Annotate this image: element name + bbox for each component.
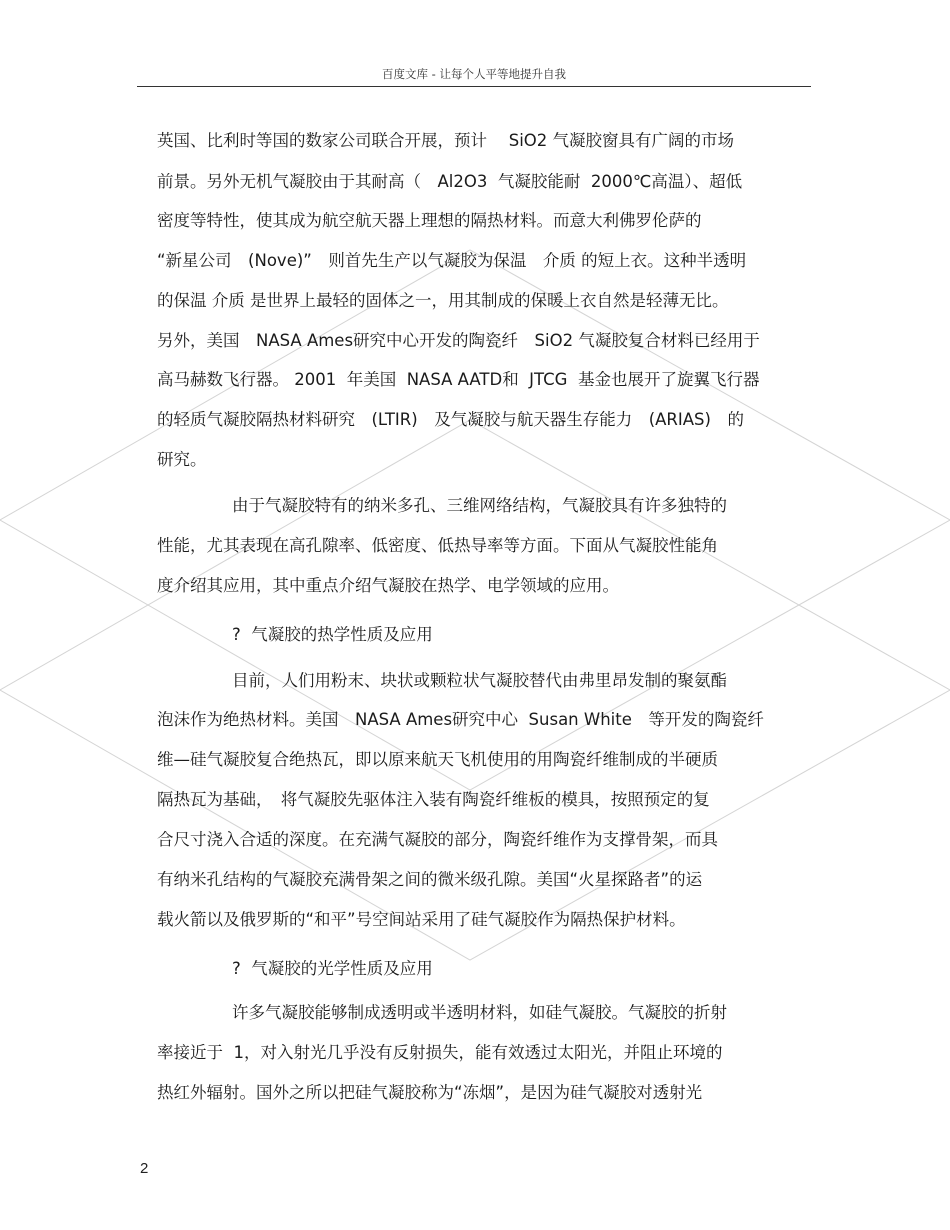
body-line: 隔热瓦为基础， 将气凝胶先驱体注入装有陶瓷纤维板的模具，按照预定的复 — [157, 790, 710, 809]
body-line: 由于气凝胶特有的纳米多孔、三维网络结构，气凝胶具有许多独特的 — [232, 496, 727, 515]
body-line: 率接近于 1，对入射光几乎没有反射损失，能有效透过太阳光，并阻止环境的 — [157, 1043, 723, 1062]
page-header: 百度文库 - 让每个人平等地提升自我 — [382, 67, 566, 81]
header-divider — [137, 86, 811, 87]
body-line: 另外，美国 NASA Ames研究中心开发的陶瓷纤 SiO2 气凝胶复合材料已经用于 — [157, 331, 760, 350]
body-line: 研究。 — [157, 450, 207, 469]
section-heading: ? 气凝胶的光学性质及应用 — [232, 959, 433, 978]
body-line: 热红外辐射。国外之所以把硅气凝胶称为“冻烟”，是因为硅气凝胶对透射光 — [157, 1083, 703, 1102]
page-number: 2 — [140, 1160, 149, 1177]
body-line: “新星公司 (Nove)” 则首先生产以气凝胶为保温 介质 的短上衣。这种半透明 — [157, 251, 747, 270]
body-line: 泡沫作为绝热材料。美国 NASA Ames研究中心 Susan White 等开发的陶瓷纤 — [157, 710, 764, 729]
body-line: 性能，尤其表现在高孔隙率、低密度、低热导率等方面。下面从气凝胶性能角 — [157, 536, 718, 555]
body-line: 高马赫数飞行器。 2001 年美国 NASA AATD和 JTCG 基金也展开了旋翼飞行器 — [157, 370, 760, 389]
body-line: 有纳米孔结构的气凝胶充满骨架之间的微米级孔隙。美国“火星探路者”的运 — [157, 870, 703, 889]
body-line: 度介绍其应用，其中重点介绍气凝胶在热学、电学领域的应用。 — [157, 576, 619, 595]
section-heading: ? 气凝胶的热学性质及应用 — [232, 625, 433, 644]
body-line: 许多气凝胶能够制成透明或半透明材料，如硅气凝胶。气凝胶的折射 — [232, 1003, 727, 1022]
body-line: 载火箭以及俄罗斯的“和平”号空间站采用了硅气凝胶作为隔热保护材料。 — [157, 910, 686, 929]
body-line: 前景。另外无机气凝胶由于其耐高（ Al2O3 气凝胶能耐 2000℃高温）、超低 — [157, 172, 743, 191]
body-line: 密度等特性，使其成为航空航天器上理想的隔热材料。而意大利佛罗伦萨的 — [157, 211, 702, 230]
body-line: 合尺寸浇入合适的深度。在充满气凝胶的部分，陶瓷纤维作为支撑骨架，而具 — [157, 830, 718, 849]
body-line: 的保温 介质 是世界上最轻的固体之一，用其制成的保暖上衣自然是轻薄无比。 — [157, 291, 729, 310]
body-line: 维—硅气凝胶复合绝热瓦，即以原来航天飞机使用的用陶瓷纤维制成的半硬质 — [157, 750, 718, 769]
body-line: 英国、比利时等国的数家公司联合开展，预计 SiO2 气凝胶窗具有广阔的市场 — [157, 131, 735, 150]
body-line: 目前，人们用粉末、块状或颗粒状气凝胶替代由弗里昂发制的聚氨酯 — [232, 671, 727, 690]
body-line: 的轻质气凝胶隔热材料研究 (LTIR) 及气凝胶与航天器生存能力 (ARIAS) 的 — [157, 410, 744, 429]
